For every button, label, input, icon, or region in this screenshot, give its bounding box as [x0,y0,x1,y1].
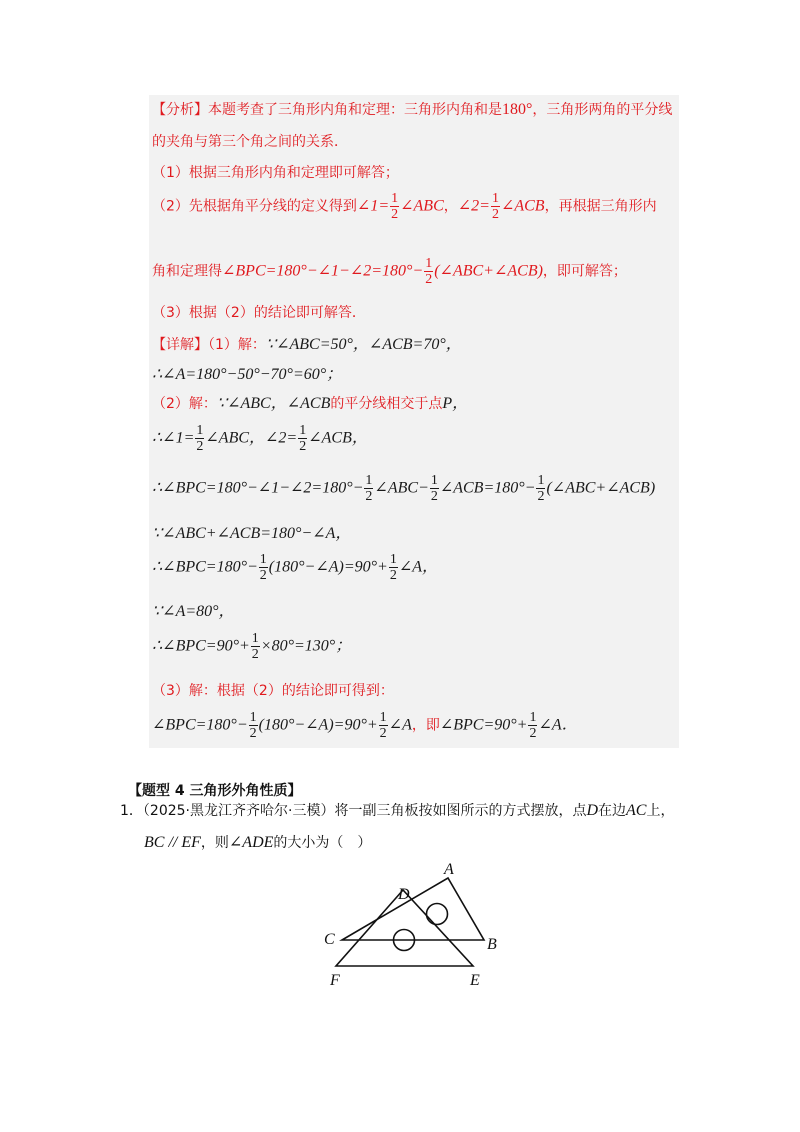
detail-line-9: ∴∠BPC=90°+ $\frac{1}{2}$ ×80°=130°； [152,631,352,662]
detail-line-4: ∴∠1= $\frac{1}{2}$ ∠ABC，∠2= $\frac{1}{2}$ ∠ACB， [152,423,368,454]
detail-line-8: ∵∠A=80°， [152,603,235,620]
label-d: D [398,886,410,903]
question-line-1: 1．（2025·黑龙江齐齐哈尔·三模）将一副三角板按如图所示的方式摆放，点D在边AC上， [120,802,675,819]
set-square-abc [342,878,484,940]
section-heading: 【题型 4 三角形外角性质】 [128,783,302,799]
analysis-line-6: （3）根据（2）的结论即可解答． [152,305,366,321]
analysis-line-1: 【分析】本题考查了三角形内角和定理：三角形内角和是180°，三角形两角的平分线 [152,101,673,118]
label-c: C [324,931,335,948]
detail-line-3: （2）解：∵∠ABC，∠ACB的平分线相交于点P， [152,395,469,412]
detail-line-1: 【详解】（1）解：∵∠ABC=50°，∠ACB=70°， [152,336,462,353]
analysis-line-4: （2）先根据角平分线的定义得到∠1= $\frac{1}{2}$ ∠ABC，∠2= $\frac{1}{2}$ ∠ACB，再根据三角形内 [152,191,657,222]
detail-line-11: ∠BPC=180°− $\frac{1}{2}$ (180°−∠A)=90°+ $\frac{1}{2}$ ∠A，即∠BPC=90°+ $\frac{1}{2}$ ∠A． [152,710,578,741]
detail-line-7: ∴∠BPC=180°− $\frac{1}{2}$ (180°−∠A)=90°+ $\frac{1}{2}$ ∠A， [152,552,439,583]
analysis-line-5: 角和定理得∠BPC=180°−∠1−∠2=180°− $\frac{1}{2}$ (∠ABC+∠ACB)，即可解答； [152,256,627,287]
circle-hole-abc [427,904,448,925]
label-f: F [330,972,340,989]
analysis-line-2: 的夹角与第三个角之间的关系． [152,134,348,150]
label-a: A [444,861,454,878]
question-line-2: BC // EF，则∠ADE的大小为（ ） [144,834,372,851]
triangle-figure [318,858,508,992]
label-b: B [487,936,497,953]
detail-line-6: ∵∠ABC+∠ACB=180°−∠A， [152,525,352,542]
label-e: E [470,972,480,989]
detail-line-5: ∴∠BPC=180°−∠1−∠2=180°− $\frac{1}{2}$ ∠ABC− $\frac{1}{2}$ ∠ACB=180°− $\frac{1}{2}$ (∠ABC+∠ACB) [152,473,656,504]
detail-line-10: （3）解：根据（2）的结论即可得到： [152,683,394,699]
detail-line-2: ∴∠A=180°−50°−70°=60°； [152,366,343,383]
analysis-line-3: （1）根据三角形内角和定理即可解答； [152,165,399,181]
